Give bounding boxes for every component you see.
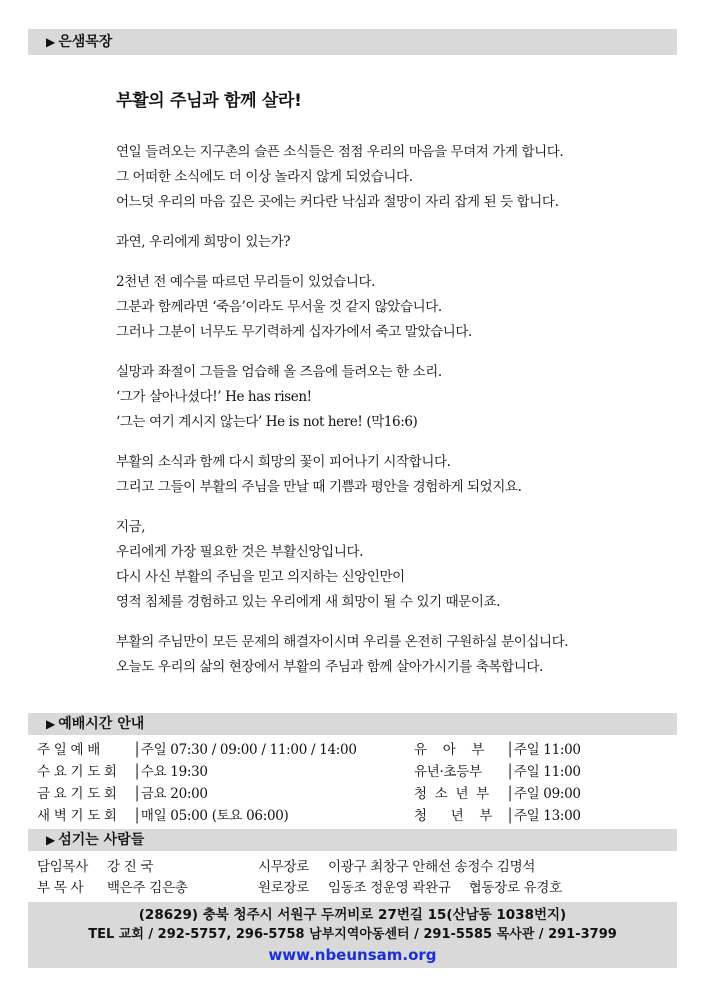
servant-names: 백은주 김은총 <box>107 880 188 896</box>
servant-role: 시무장로 <box>258 859 309 875</box>
department-time: │주일 11:00 <box>506 742 581 758</box>
section-header-worship <box>28 713 677 735</box>
department-time: │주일 11:00 <box>506 764 581 780</box>
section-title: 은샘목장 <box>58 34 113 50</box>
schedule-row <box>37 805 357 827</box>
paragraph <box>116 230 656 255</box>
servant-role: 부 목 사 <box>37 880 84 896</box>
schedule-row <box>414 761 581 783</box>
paragraph <box>116 515 656 615</box>
servant-role: 담임목사 <box>37 859 88 875</box>
department-name: 청 년 부 <box>414 808 493 824</box>
department-time: │주일 13:00 <box>506 808 581 824</box>
text-line: 그러나 그분이 너무도 무기력하게 십자가에서 죽고 말았습니다. <box>116 324 472 340</box>
service-name: 새 벽 기 도 회 <box>37 808 117 824</box>
text-line: ‘그는 여기 계시지 않는다’ He is not here! (막16:6) <box>116 414 418 430</box>
schedule-row <box>414 783 581 805</box>
department-time: │주일 09:00 <box>506 786 581 802</box>
text-line: 연일 들려오는 지구촌의 슬픈 소식들은 점점 우리의 마음을 무뎌져 가게 합니다. <box>116 144 564 160</box>
section-header-eunsam <box>28 29 677 55</box>
triangle-right-icon: ▶ <box>46 833 56 847</box>
department-name: 유년·초등부 <box>414 764 482 780</box>
text-line: 그분과 함께라면 ‘죽음’이라도 무서울 것 같지 않았습니다. <box>116 299 442 315</box>
servant-role: 원로장로 <box>258 880 309 896</box>
church-address: (28629) 충북 청주시 서원구 두꺼비로 27번길 15(산남동 1038번지) <box>138 907 567 923</box>
church-website-link[interactable]: www.nbeunsam.org <box>268 946 437 964</box>
text-line: 그 어떠한 소식에도 더 이상 놀라지 않게 되었습니다. <box>116 169 413 185</box>
servant-names: 유경호 <box>523 880 562 896</box>
worship-schedule-right <box>414 739 581 827</box>
service-time: │매일 05:00 (토요 06:00) <box>133 808 289 824</box>
service-name: 수 요 기 도 회 <box>37 764 117 780</box>
servant-row <box>258 878 562 899</box>
servant-row <box>258 857 562 878</box>
text-line: 과연, 우리에게 희망이 있는가? <box>116 234 291 250</box>
department-name: 청 소 년 부 <box>414 786 489 802</box>
text-line: 오늘도 우리의 삶의 현장에서 부활의 주님과 함께 살아가시기를 축복합니다. <box>116 659 543 675</box>
service-name: 금 요 기 도 회 <box>37 786 117 802</box>
service-time: │수요 19:30 <box>133 764 208 780</box>
text-line: 지금, <box>116 519 146 535</box>
schedule-row <box>37 783 357 805</box>
section-title: 예배시간 안내 <box>58 716 145 732</box>
triangle-right-icon: ▶ <box>46 35 56 49</box>
triangle-right-icon: ▶ <box>46 717 56 731</box>
schedule-row <box>37 739 357 761</box>
paragraph <box>116 630 656 680</box>
text-line: 어느덧 우리의 마음 깊은 곳에는 커다란 낙심과 절망이 자리 잡게 된 듯 합니다. <box>116 194 559 210</box>
text-line: ‘그가 살아나셨다!’ He has risen! <box>116 389 312 405</box>
servant-row <box>37 857 187 878</box>
schedule-row <box>37 761 357 783</box>
text-line: 우리에게 가장 필요한 것은 부활신앙입니다. <box>116 544 363 560</box>
text-line: 다시 사신 부활의 주님을 믿고 의지하는 신앙인만이 <box>116 569 405 585</box>
article-body <box>116 140 656 695</box>
servant-role: 협동장로 <box>468 880 520 896</box>
service-name: 주 일 예 배 <box>37 742 100 758</box>
text-line: 영적 침체를 경험하고 있는 우리에게 새 희망이 될 수 있기 때문이죠. <box>116 594 501 610</box>
servants-right <box>258 857 562 899</box>
servant-row <box>37 878 187 899</box>
section-title: 섬기는 사람들 <box>58 832 145 848</box>
servants-left <box>37 857 187 899</box>
section-header-servants <box>28 829 677 851</box>
text-line: 부활의 주님만이 모든 문제의 해결자이시며 우리를 온전히 구원하실 분이십니다. <box>116 634 569 650</box>
paragraph <box>116 450 656 500</box>
servant-names: 임동조 정운영 곽완규 <box>328 880 451 896</box>
servant-names: 이광구 최창구 안해선 송정수 김명석 <box>328 859 536 875</box>
paragraph <box>116 270 656 345</box>
servant-names: 강 진 국 <box>107 859 154 875</box>
service-time: │금요 20:00 <box>133 786 208 802</box>
church-phone: TEL 교회 / 292-5757, 296-5758 남부지역아동센터 / 291-5585 목사관 / 291-3799 <box>88 927 617 942</box>
text-line: 그리고 그들이 부활의 주님을 만날 때 기쁨과 평안을 경험하게 되었지요. <box>116 479 522 495</box>
schedule-row <box>414 805 581 827</box>
text-line: 부활의 소식과 함께 다시 희망의 꽃이 피어나기 시작합니다. <box>116 454 451 470</box>
article-title: 부활의 주님과 함께 살라! <box>116 91 302 111</box>
text-line: 실망과 좌절이 그들을 엄습해 올 즈음에 들려오는 한 소리. <box>116 364 442 380</box>
worship-schedule-left <box>37 739 357 827</box>
text-line: 2천년 전 예수를 따르던 무리들이 있었습니다. <box>116 274 376 290</box>
church-footer <box>28 902 677 968</box>
department-name: 유 아 부 <box>414 742 485 758</box>
schedule-row <box>414 739 581 761</box>
paragraph <box>116 140 656 215</box>
paragraph <box>116 360 656 435</box>
service-time: │주일 07:30 / 09:00 / 11:00 / 14:00 <box>133 742 357 758</box>
